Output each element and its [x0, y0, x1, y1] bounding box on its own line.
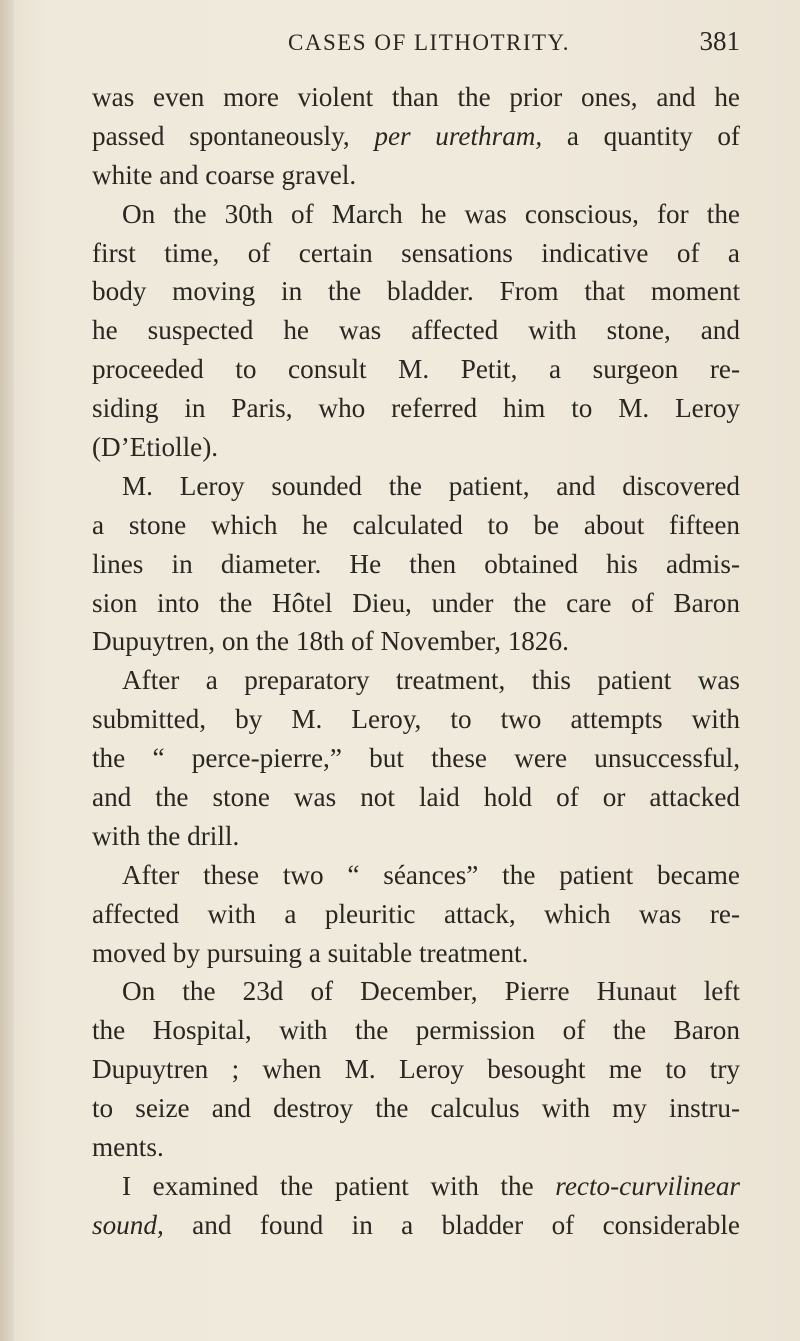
text-segment: ments.: [92, 1132, 164, 1163]
text-line: [92, 78, 740, 117]
page-header: [92, 26, 740, 62]
text-line: [92, 778, 740, 817]
page-number: 381: [699, 26, 740, 56]
text-segment: On the 23d of December, Pierre Hunaut left: [122, 976, 740, 1007]
text-line: [92, 545, 740, 584]
text-segment: affected with a pleuritic attack, which was re-: [92, 898, 740, 929]
text-segment: After these two “ séances” the patient became: [122, 859, 740, 890]
text-segment: with the drill.: [92, 820, 240, 851]
text-segment: to seize and destroy the calculus with my instru-: [92, 1093, 740, 1124]
text-segment: moved by pursuing a suitable treatment.: [92, 937, 529, 968]
text-line: [92, 1167, 740, 1206]
text-segment: passed spontaneously,: [92, 120, 375, 151]
text-line: [92, 272, 740, 311]
text-line: [92, 972, 740, 1011]
text-line: [92, 934, 740, 973]
text-line: [92, 1089, 740, 1128]
text-line: [92, 195, 740, 234]
text-line: [92, 856, 740, 895]
text-segment: lines in diameter. He then obtained his admis-: [92, 548, 740, 579]
text-segment: M. Leroy sounded the patient, and discovered: [122, 470, 740, 501]
text-segment: white and coarse gravel.: [92, 159, 357, 190]
text-segment: and the stone was not laid hold of or attacked: [92, 782, 740, 813]
text-line: [92, 1128, 740, 1167]
text-segment: a quantity of: [542, 120, 740, 151]
text-line: [92, 234, 740, 273]
text-line: [92, 817, 740, 856]
text-segment: and found in a bladder of considerable: [163, 1209, 740, 1240]
text-line: [92, 506, 740, 545]
italic-text: recto-curvilinear: [555, 1170, 740, 1201]
text-segment: was even more violent than the prior ones, and he: [92, 82, 740, 112]
text-line: [92, 156, 740, 195]
text-segment: he suspected he was affected with stone, and: [92, 315, 740, 346]
text-segment: the Hospital, with the permission of the Baron: [92, 1015, 740, 1046]
text-line: [92, 428, 740, 467]
text-line: [92, 622, 740, 661]
text-line: [92, 1050, 740, 1089]
text-line: [92, 311, 740, 350]
text-segment: (D’Etiolle).: [92, 432, 219, 463]
text-segment: After a preparatory treatment, this patient was: [122, 665, 740, 696]
italic-text: sound,: [92, 1209, 164, 1240]
text-segment: submitted, by M. Leroy, to two attempts with: [92, 704, 740, 735]
text-segment: sion into the Hôtel Dieu, under the care of Baron: [92, 587, 740, 618]
text-segment: Dupuytren ; when M. Leroy besought me to try: [92, 1054, 740, 1085]
running-head: CASES OF LITHOTRITY.: [288, 30, 570, 55]
text-segment: the “ perce-pierre,” but these were unsuccessful,: [92, 743, 740, 774]
text-line: [92, 1206, 740, 1245]
body-text: [92, 78, 740, 1245]
text-line: [92, 584, 740, 623]
text-line: [92, 661, 740, 700]
text-line: [92, 117, 740, 156]
text-segment: Dupuytren, on the 18th of November, 1826.: [92, 626, 569, 657]
text-segment: proceeded to consult M. Petit, a surgeon re-: [92, 354, 740, 385]
text-line: [92, 739, 740, 778]
text-segment: a stone which he calculated to be about fifteen: [92, 509, 740, 540]
text-line: [92, 350, 740, 389]
text-line: [92, 895, 740, 934]
text-line: [92, 467, 740, 506]
text-segment: first time, of certain sensations indicative of a: [92, 237, 740, 268]
page-gutter-edge: [0, 0, 14, 1341]
text-segment: body moving in the bladder. From that moment: [92, 276, 740, 307]
text-segment: I examined the patient with the: [122, 1170, 556, 1201]
italic-text: per urethram,: [374, 120, 543, 151]
text-line: [92, 700, 740, 739]
text-segment: siding in Paris, who referred him to M. Leroy: [92, 393, 740, 424]
text-line: [92, 389, 740, 428]
text-segment: On the 30th of March he was conscious, for the: [122, 198, 740, 229]
text-line: [92, 1011, 740, 1050]
